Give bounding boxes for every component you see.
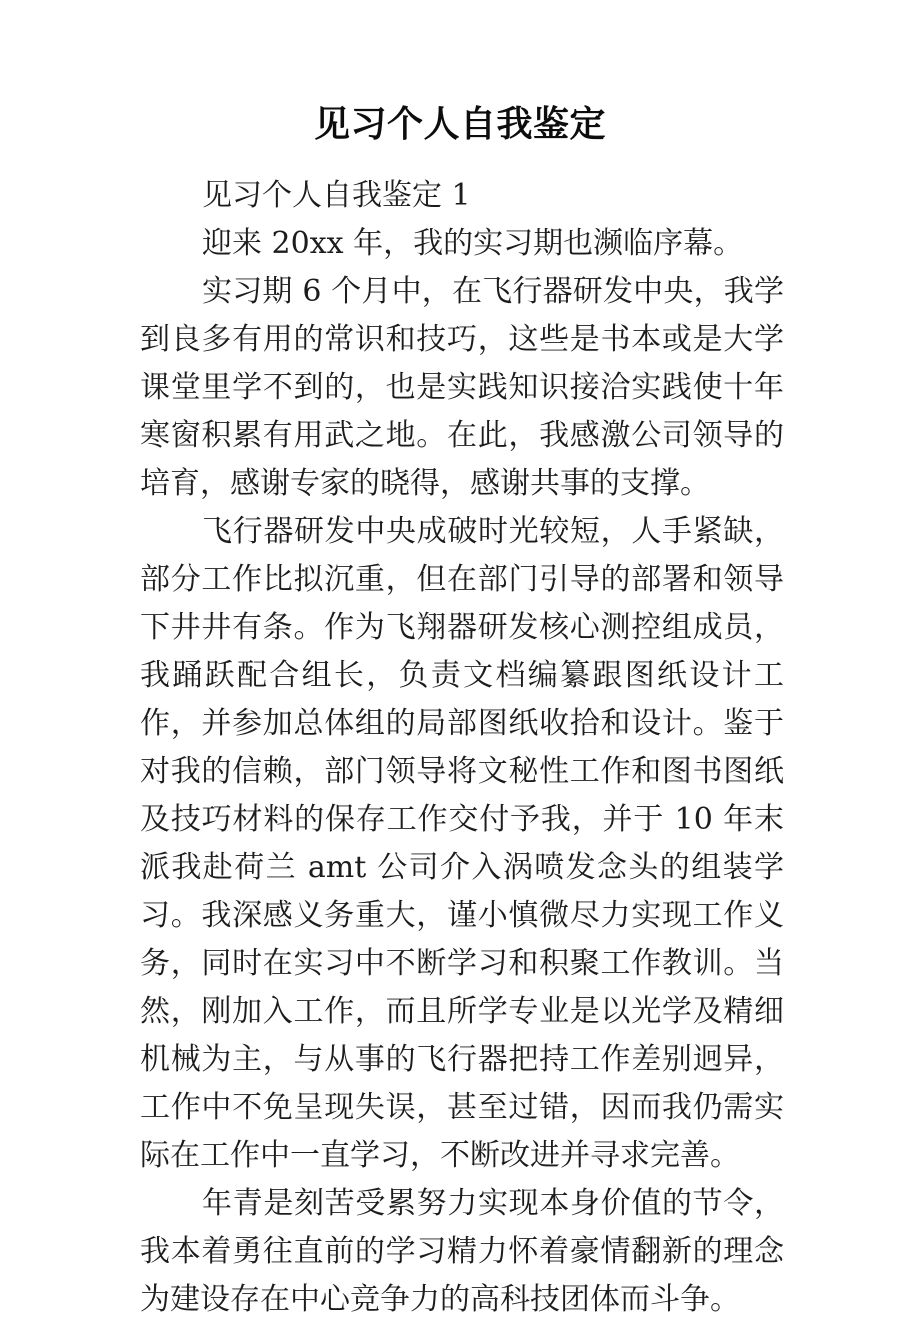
paragraph-2: 实习期 6 个月中，在飞行器研发中央，我学到良多有用的常识和技巧，这些是书本或是大学课堂里学不到的，也是实践知识接洽实践使十年寒窗积累有用武之地。在此，我感激公司领导的培育，感谢专家的晓得，感谢共事的支撑。 <box>140 274 784 501</box>
document-subtitle: 见习个人自我鉴定 1 <box>202 178 471 213</box>
page-title: 见习个人自我鉴定 <box>313 104 606 145</box>
document-body <box>140 172 784 1324</box>
paragraph-4: 年青是刻苦受累努力实现本身价值的节令，我本着勇往直前的学习精力怀着豪情翻新的理念为建设存在中心竞争力的高科技团体而斗争。 <box>140 1186 784 1317</box>
paragraph-3: 飞行器研发中央成破时光较短，人手紧缺，部分工作比拟沉重，但在部门引导的部署和领导下井井有条。作为飞翔器研发核心测控组成员，我踊跃配合组长，负责文档编纂跟图纸设计工作，并参加总体组的局部图纸收拾和设计。鉴于对我的信赖，部门领导将文秘性工作和图书图纸及技巧材料的保存工作交付予我，并于 10 年末派我赴荷兰 amt 公司介入涡喷发念头的组装学习。我深感义务重大，谨小慎微尽力实现工作义务，同时在实习中不断学习和积聚工作教训。当然，刚加入工作，而且所学专业是以光学及精细机械为主，与从事的飞行器把持工作差别迥异，工作中不免呈现失误，甚至过错，因而我仍需实际在工作中一直学习，不断改进并寻求完善。 <box>140 514 784 1173</box>
paragraph-1: 迎来 20xx 年，我的实习期也濒临序幕。 <box>202 226 744 261</box>
